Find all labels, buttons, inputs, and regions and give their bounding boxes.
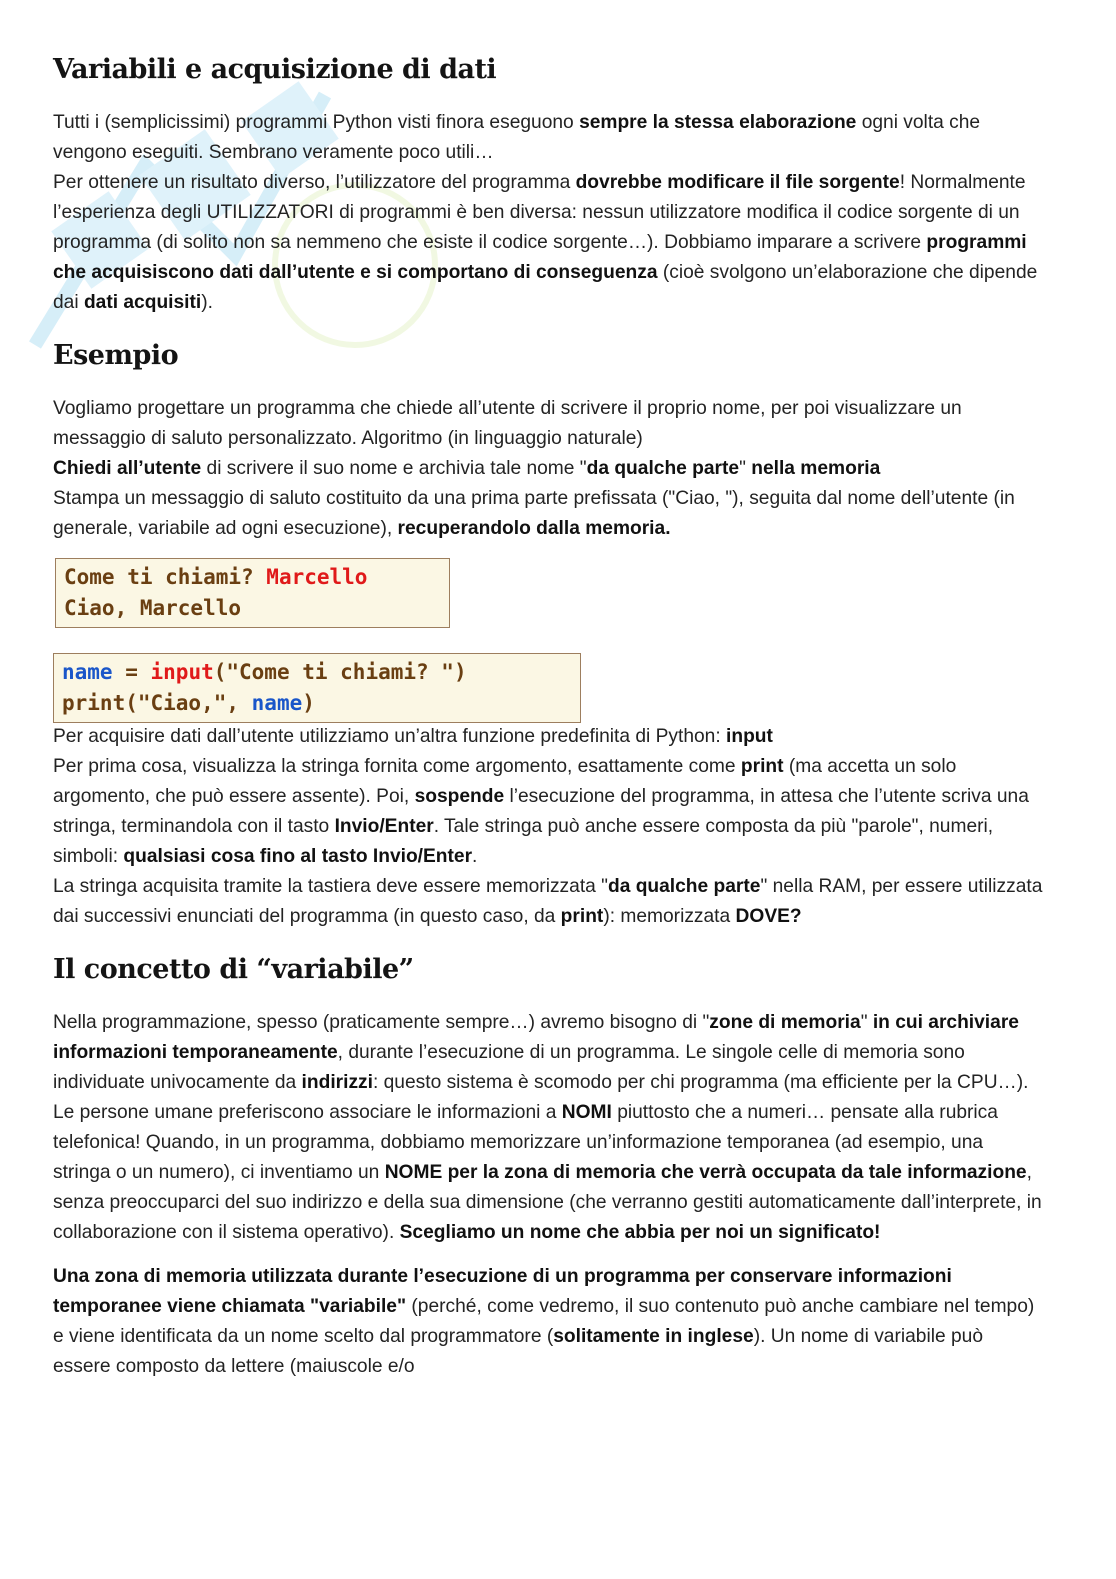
paragraph-concept: Nella programmazione, spesso (praticamente sempre…) avremo bisogno di "zone di memoria" in cui archiviare informazioni temporaneamente, durante l’esecuzione di un programma. Le singole celle di memoria sono individuate univocamente da indirizzi: questo sistema è scomodo per chi programma (ma efficiente per la CPU…). Le persone umane preferiscono associare le informazioni a NOMI piuttosto che a numeri… pensate alla rubrica telefonica! Quando, in un programma, dobbiamo memorizzare un’informazione temporanea (ad esempio, una stringa o un numero), ci inventiamo un NOME per la zona di memoria che verrà occupata da tale informazione, senza preoccuparci del suo indirizzo e della sua dimensione (che verranno gestiti automaticamente dall’interprete, in collaborazione con il sistema operativo). Scegliamo un nome che abbia per noi un significato! <box>53 1012 1042 1243</box>
python-code-box <box>53 653 581 723</box>
code-input-fn: input <box>150 660 214 684</box>
code-var-name: name <box>62 660 113 684</box>
heading-concetto-variabile: Il concetto di “variabile” <box>53 954 414 985</box>
paragraph-definition: Una zona di memoria utilizzata durante l’esecuzione di un programma per conservare informazioni temporanee viene chiamata "variabile" (perché, come vedremo, il suo contenuto può anche cambiare nel tempo) e viene identificata da un nome scelto dal programmatore (solitamente in inglese). Un nome di variabile può essere composto da lettere (maiuscole e/o <box>53 1266 1035 1377</box>
output-prompt: Come ti chiami? <box>64 565 267 589</box>
heading-esempio: Esempio <box>53 340 179 371</box>
code-print-var: name <box>251 691 303 715</box>
output-greeting: Ciao, Marcello <box>64 596 242 620</box>
code-equals: = <box>112 660 151 684</box>
heading-variabili: Variabili e acquisizione di dati <box>53 54 497 85</box>
output-example-box <box>55 558 450 628</box>
output-user-input: Marcello <box>266 565 368 589</box>
paragraph-intro: Tutti i (semplicissimi) programmi Python visti finora eseguono sempre la stessa elaborazione ogni volta che vengono eseguiti. Sembrano veramente poco utili… Per ottenere un risultato diverso, l’utilizzatore del programma dovrebbe modificare il file sorgente! Normalmente l’esperienza degli UTILIZZATORI di programmi è ben diversa: nessun utilizzatore modifica il codice sorgente di un programma (di solito non sa nemmeno che esiste il codice sorgente…). Dobbiamo imparare a scrivere programmi che acquisiscono dati dall’utente e si comportano di conseguenza (cioè svolgono un’elaborazione che dipende dai dati acquisiti). <box>53 112 1038 313</box>
paragraph-input-explain: Per acquisire dati dall’utente utilizziamo un’altra funzione predefinita di Python: input Per prima cosa, visualizza la stringa fornita come argomento, esattamente come print (ma accetta un solo argomento, che può essere assente). Poi, sospende l’esecuzione del programma, in attesa che l’utente scriva una stringa, terminandola con il tasto Invio/Enter. Tale stringa può anche essere composta da più "parole", numeri, simboli: qualsiasi cosa fino al tasto Invio/Enter. La stringa acquisita tramite la tastiera deve essere memorizzata "da qualche parte" nella RAM, per essere utilizzata dai successivi enunciati del programma (in questo caso, da print): memorizzata DOVE? <box>53 726 1043 927</box>
paragraph-example: Vogliamo progettare un programma che chiede all’utente di scrivere il proprio nome, per poi visualizzare un messaggio di saluto personalizzato. Algoritmo (in linguaggio naturale) Chiedi all’utente di scrivere il suo nome e archivia tale nome "da qualche parte" nella memoria Stampa un messaggio di saluto costituito da una prima parte prefissata ("Ciao, "), seguita dal nome dell’utente (in generale, variabile ad ogni esecuzione), recuperandolo dalla memoria. <box>53 398 1015 539</box>
code-print-post: ) <box>302 691 315 715</box>
code-input-arg: ("Come ti chiami? ") <box>213 660 467 684</box>
code-print-pre: print("Ciao,", <box>62 691 252 715</box>
